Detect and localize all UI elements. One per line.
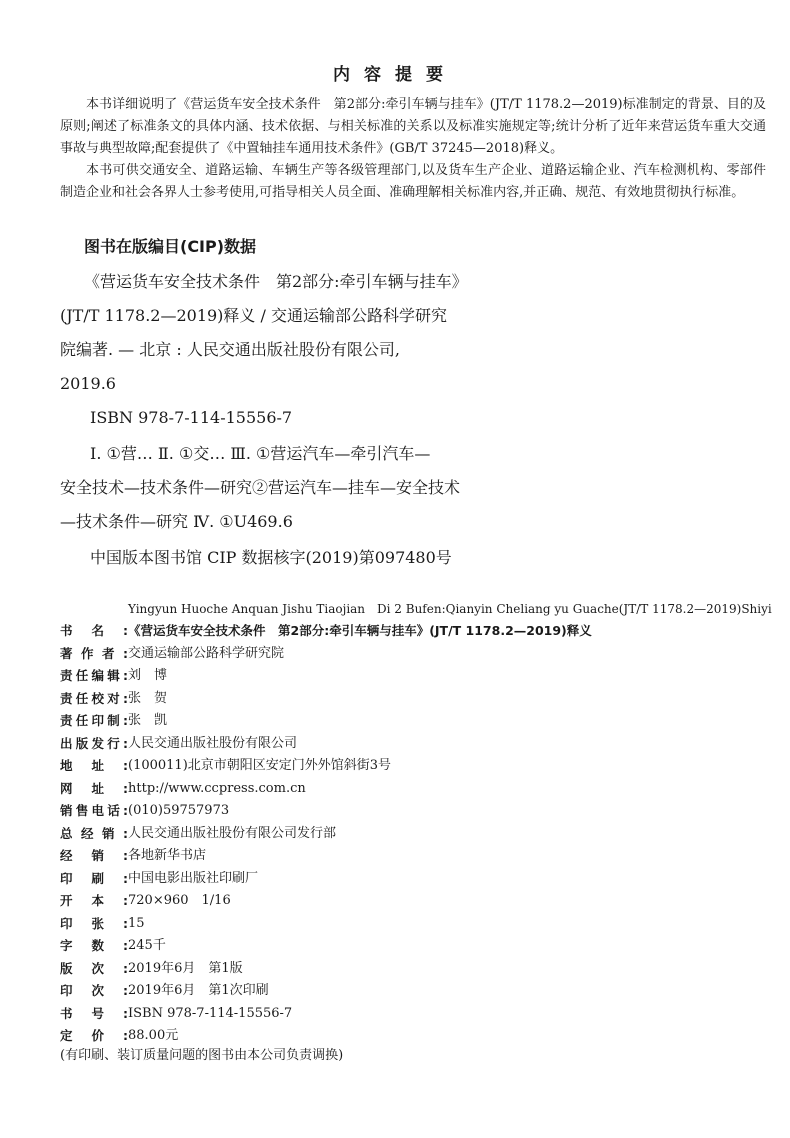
detail-row: [60, 643, 760, 666]
publication-details: [60, 620, 760, 1048]
detail-label: 印 张 :: [60, 915, 128, 931]
pinyin-title: Yingyun Huoche Anquan Jishu Tiaojian Di 2 Bufen:Qianyin Cheliang yu Guache(JT/T 1178.2—2019)Shiyi: [128, 602, 772, 616]
detail-label: 责 任 印 制 :: [60, 713, 128, 728]
detail-row: [60, 845, 760, 868]
detail-value: 交通运输部公路科学研究院: [128, 645, 285, 661]
detail-row: [60, 935, 760, 958]
summary-paragraph-2: 本书可供交通安全、道路运输、车辆生产等各级管理部门,以及货车生产企业、道路运输企业、汽车检测机构、零部件制造企业和社会各界人士参考使用,可指导相关人员全面、准确理解相关标准内容,并正确、规范、有效地贯彻执行标准。: [60, 163, 766, 200]
cip-heading: 图书在版编目(CIP)数据: [84, 237, 257, 256]
detail-value: 245千: [128, 938, 166, 953]
detail-label: 网 址 :: [60, 780, 128, 796]
summary-paragraph-1: 本书详细说明了《营运货车安全技术条件 第2部分:牵引车辆与挂车》(JT/T 1178.2—2019)标准制定的背景、目的及原则;阐述了标准条文的具体内涵、技术依据、与相关标准的关系以及标准实施规定等;统计分析了近年来营运货车重大交通事故与典型故障;配套提供了《中置轴挂车通用技术条件》(GB/T 37245—2018)释义。: [60, 97, 766, 156]
cip-line-4: 2019.6: [60, 374, 116, 393]
cip-isbn: ISBN 978-7-114-15556-7: [90, 408, 293, 427]
detail-label: 开 本 :: [60, 893, 128, 908]
detail-row: [60, 890, 760, 913]
detail-label: 地 址 :: [60, 758, 128, 773]
detail-label: 定 价 :: [60, 1028, 128, 1043]
detail-label: 责 任 校 对 :: [60, 690, 128, 706]
detail-value: 刘 博: [128, 668, 168, 683]
cip-record-number: 中国版本图书馆 CIP 数据核字(2019)第097480号: [90, 548, 452, 567]
detail-label: 总 经 销 :: [60, 825, 128, 841]
summary-title: 内容提要: [333, 65, 457, 85]
detail-row: [60, 710, 760, 733]
detail-label: 责 任 编 辑 :: [60, 668, 128, 683]
detail-row: [60, 620, 760, 643]
detail-row: [60, 800, 760, 823]
detail-value: 15: [128, 915, 145, 931]
quality-note: (有印刷、装订质量问题的图书由本公司负责调换): [60, 1048, 344, 1063]
detail-row: [60, 733, 760, 756]
detail-label: 印 次 :: [60, 983, 128, 998]
detail-value: 各地新华书店: [128, 848, 207, 863]
cip-line-2: (JT/T 1178.2—2019)释义 / 交通运输部公路科学研究: [60, 306, 447, 325]
detail-row: [60, 980, 760, 1003]
detail-label: 版 次 :: [60, 960, 128, 976]
detail-label: 字 数 :: [60, 938, 128, 953]
cip-line-3: 院编著. — 北京 : 人民交通出版社股份有限公司,: [60, 340, 400, 359]
detail-row: [60, 913, 760, 936]
detail-value: 720×960 1/16: [128, 893, 231, 908]
detail-value: (010)59757973: [128, 803, 230, 818]
cip-line-1: 《营运货车安全技术条件 第2部分:牵引车辆与挂车》: [84, 272, 468, 291]
detail-row: [60, 755, 760, 778]
detail-row: [60, 688, 760, 711]
detail-label: 出 版 发 行 :: [60, 735, 128, 751]
detail-value: 张 贺: [128, 690, 168, 706]
detail-label: 书 号 :: [60, 1005, 128, 1021]
detail-row: [60, 778, 760, 801]
detail-row: [60, 665, 760, 688]
detail-value: (100011)北京市朝阳区安定门外外馆斜街3号: [128, 758, 392, 773]
summary-section: [60, 94, 766, 204]
detail-value: 张 凯: [128, 713, 168, 728]
detail-label: 著 作 者 :: [60, 645, 128, 661]
detail-value: ISBN 978-7-114-15556-7: [128, 1005, 293, 1021]
detail-value: 88.00元: [128, 1028, 179, 1043]
detail-value: 2019年6月 第1次印刷: [128, 983, 269, 998]
cip-class-line-3: —技术条件—研究 Ⅳ. ①U469.6: [60, 512, 293, 531]
cip-class-line-2: 安全技术—技术条件—研究②营运汽车—挂车—安全技术: [60, 478, 461, 497]
detail-value: 人民交通出版社股份有限公司发行部: [128, 825, 337, 841]
detail-row: [60, 1003, 760, 1026]
detail-row: [60, 958, 760, 981]
detail-value: 人民交通出版社股份有限公司: [128, 735, 298, 751]
detail-label: 经 销 :: [60, 848, 128, 863]
detail-label: 书 名 :: [60, 623, 128, 638]
detail-label: 印 刷 :: [60, 870, 128, 886]
detail-value: http://www.ccpress.com.cn: [128, 780, 306, 796]
cip-class-line-1: Ⅰ. ①营… Ⅱ. ①交… Ⅲ. ①营运汽车—牵引汽车—: [90, 444, 431, 463]
detail-row: [60, 823, 760, 846]
detail-row: [60, 868, 760, 891]
detail-value: 2019年6月 第1版: [128, 960, 243, 976]
detail-value: 中国电影出版社印刷厂: [128, 870, 259, 886]
detail-value: 《营运货车安全技术条件 第2部分:牵引车辆与挂车》(JT/T 1178.2—2019)释义: [128, 623, 592, 638]
detail-label: 销 售 电 话 :: [60, 803, 128, 818]
